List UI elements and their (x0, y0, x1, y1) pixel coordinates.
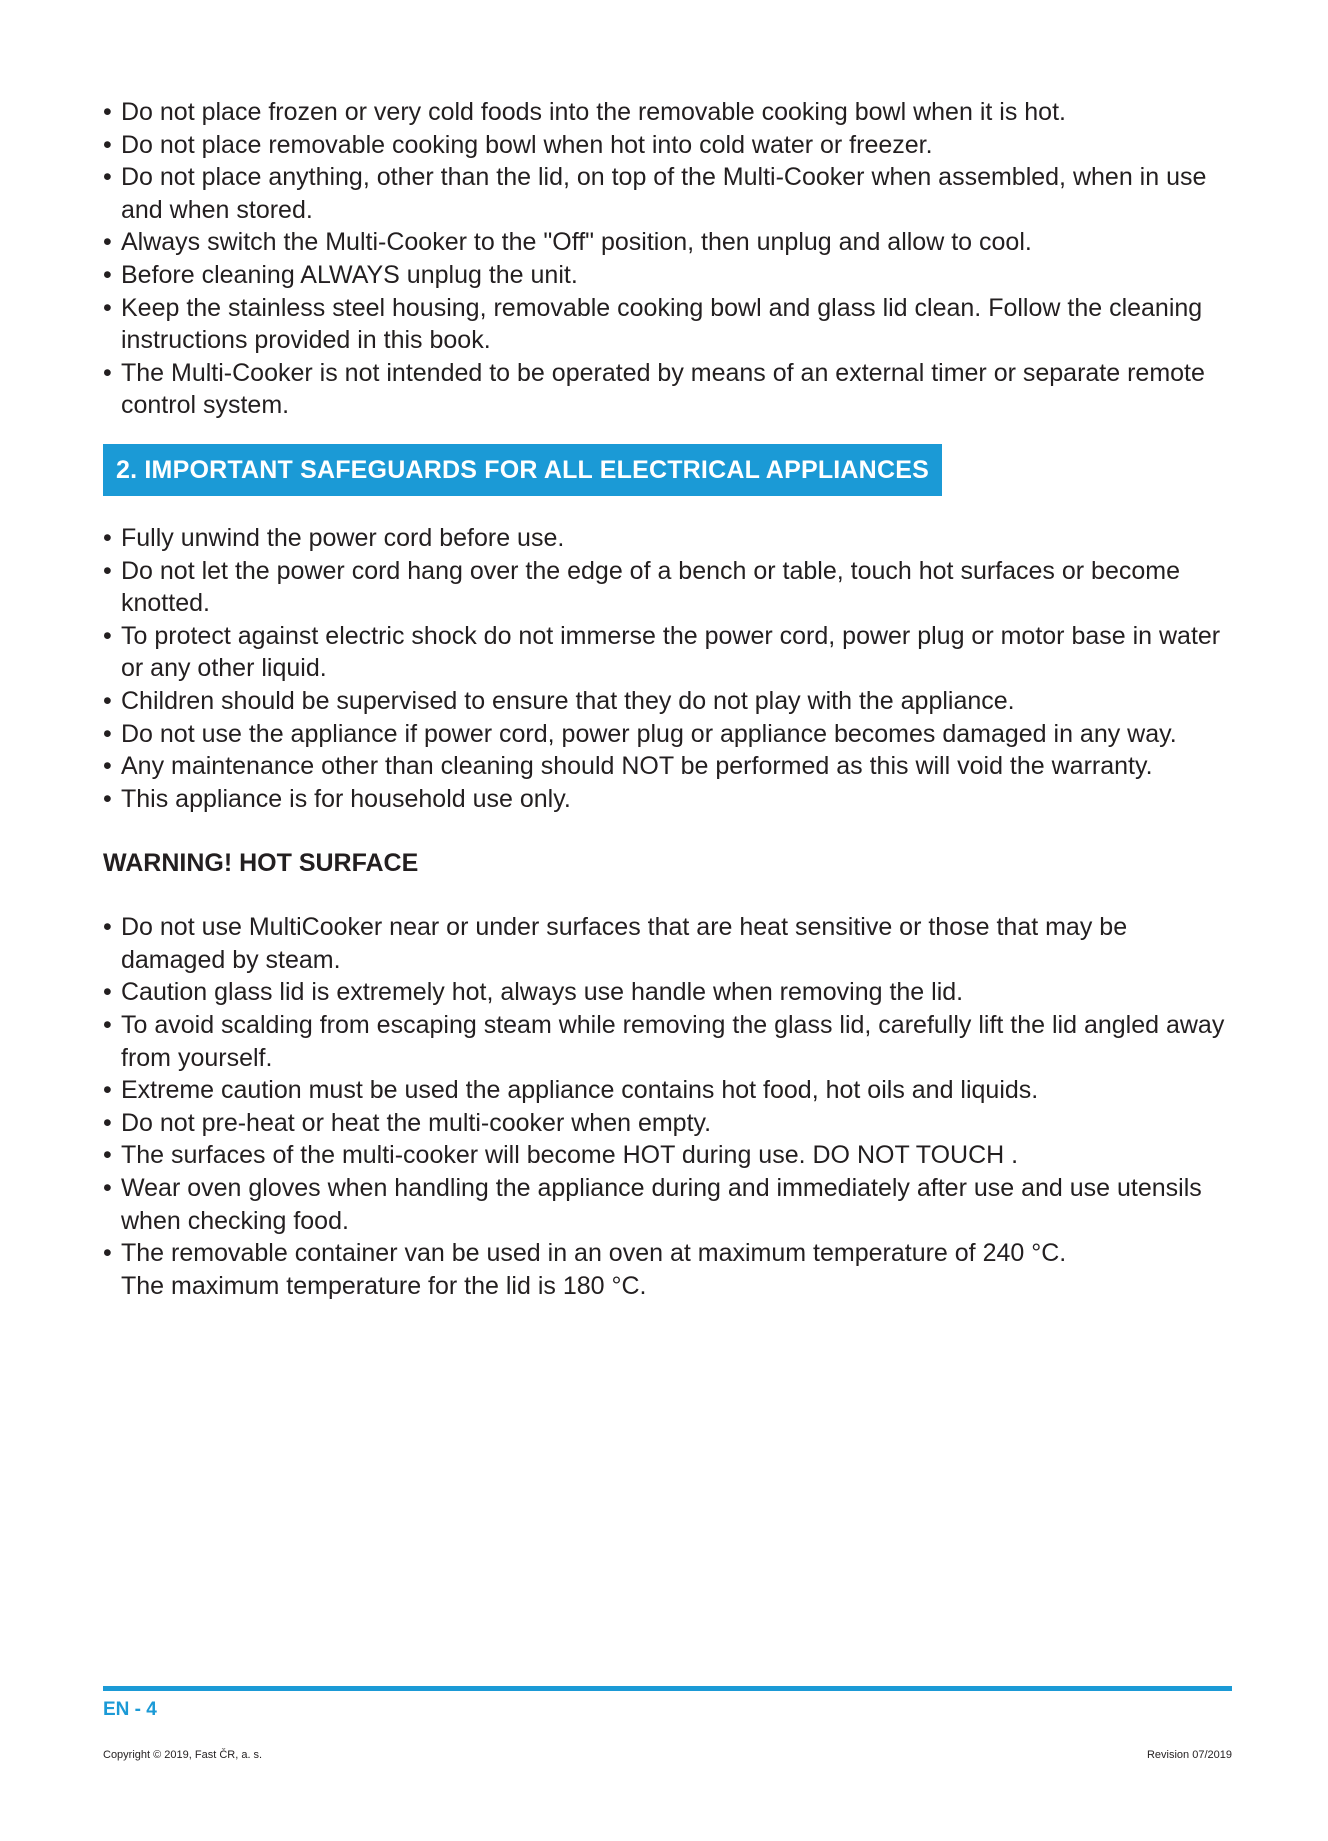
list-item-line: The removable container van be used in an oven at maximum temperature of 240 °C. (121, 1239, 1067, 1268)
section-heading-important-safeguards: 2. IMPORTANT SAFEGUARDS FOR ALL ELECTRICAL APPLIANCES (103, 444, 942, 496)
list-item: • To avoid scalding from escaping steam while removing the glass lid, carefully lift the lid angled away from yourself. (103, 1009, 1233, 1074)
list-item: • To protect against electric shock do not immerse the power cord, power plug or motor base in water or any other liquid. (103, 620, 1233, 685)
list-item: • Extreme caution must be used the appliance contains hot food, hot oils and liquids. (103, 1074, 1233, 1107)
list-item: • This appliance is for household use only. (103, 783, 1233, 816)
list-item: • Do not let the power cord hang over the edge of a bench or table, touch hot surfaces or become knotted. (103, 555, 1233, 620)
list-item (103, 1237, 1233, 1302)
list-item: • Wear oven gloves when handling the appliance during and immediately after use and use utensils when checking food. (103, 1172, 1233, 1237)
footer-divider (103, 1686, 1232, 1691)
list-item: • Before cleaning ALWAYS unplug the unit. (103, 259, 1233, 292)
warning-bullet-list (103, 911, 1233, 1302)
list-item: • Any maintenance other than cleaning should NOT be performed as this will void the warranty. (103, 750, 1233, 783)
list-item: • Always switch the Multi-Cooker to the "Off" position, then unplug and allow to cool. (103, 226, 1233, 259)
list-item: • Do not use MultiCooker near or under surfaces that are heat sensitive or those that may be damaged by steam. (103, 911, 1233, 976)
page-number: EN - 4 (103, 1699, 157, 1720)
list-item-line: The maximum temperature for the lid is 180 °C. (121, 1271, 647, 1300)
list-item: • Do not place removable cooking bowl when hot into cold water or freezer. (103, 129, 1233, 162)
safeguards-bullet-list (103, 522, 1233, 815)
list-item: • Do not pre-heat or heat the multi-cooker when empty. (103, 1107, 1233, 1140)
list-item: • The Multi-Cooker is not intended to be operated by means of an external timer or separate remote control system. (103, 357, 1233, 422)
list-item: • Do not use the appliance if power cord, power plug or appliance becomes damaged in any way. (103, 718, 1233, 751)
page-content (103, 96, 1233, 1302)
list-item: • The surfaces of the multi-cooker will become HOT during use. DO NOT TOUCH . (103, 1139, 1233, 1172)
copyright-text: Copyright © 2019, Fast ČR, a. s. (103, 1749, 263, 1761)
revision-text: Revision 07/2019 (1146, 1749, 1232, 1761)
list-item: • Do not place anything, other than the lid, on top of the Multi-Cooker when assembled, when in use and when stored. (103, 161, 1233, 226)
list-item: • Caution glass lid is extremely hot, always use handle when removing the lid. (103, 976, 1233, 1009)
intro-bullet-list (103, 96, 1233, 422)
list-item: • Children should be supervised to ensure that they do not play with the appliance. (103, 685, 1233, 718)
warning-heading: WARNING! HOT SURFACE (103, 849, 419, 878)
list-item: • Fully unwind the power cord before use. (103, 522, 1233, 555)
list-item: • Do not place frozen or very cold foods into the removable cooking bowl when it is hot. (103, 96, 1233, 129)
list-item: • Keep the stainless steel housing, removable cooking bowl and glass lid clean. Follow the cleaning instructions provided in this book. (103, 292, 1233, 357)
